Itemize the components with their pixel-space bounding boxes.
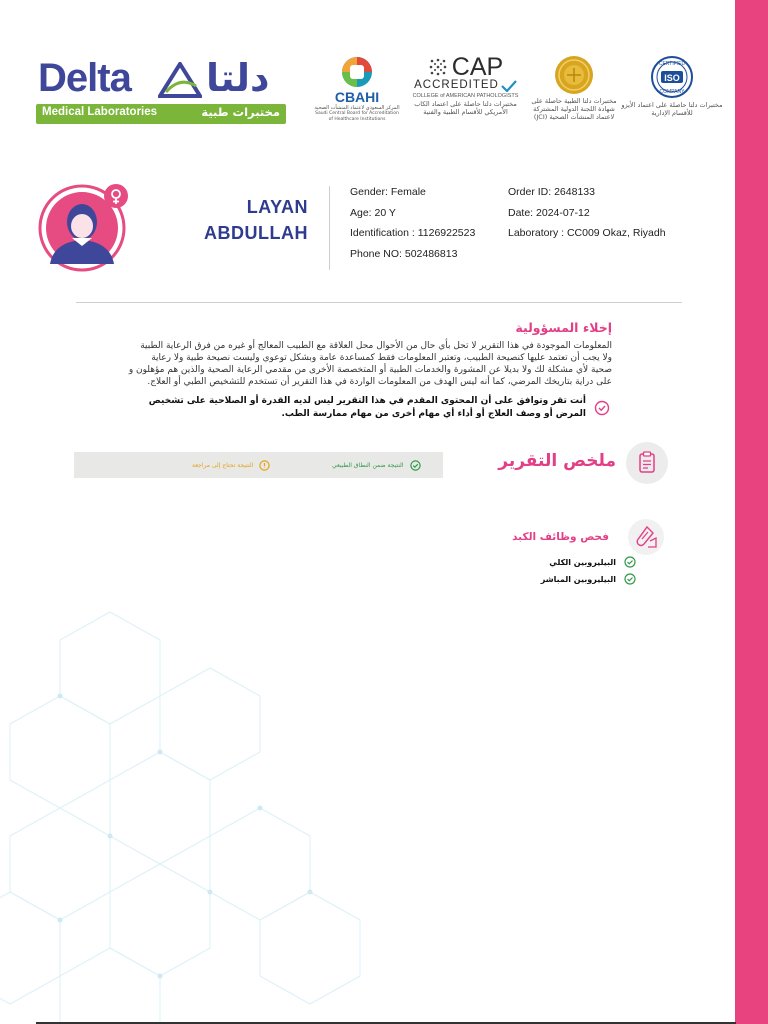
cbahi-accreditation	[314, 55, 400, 123]
iso-caption-ar: مختبرات دلتا حاصلة على اعتماد الأيزو للأقسام الإدارية	[621, 101, 723, 117]
cbahi-logo-icon	[339, 55, 375, 89]
patient-first-name: LAYAN	[246, 197, 308, 217]
patient-avatar	[36, 182, 128, 272]
legend-normal	[332, 452, 421, 478]
cbahi-label: CBAHI	[334, 89, 380, 105]
jci-caption-ar: مختبرات دلتا الطبية حاصلة على شهادة اللجنة الدولية المشتركة لاعتماد المنشآت الصحية (JCI)	[531, 97, 617, 121]
liver-panel-title: فحص وظائف الكبد	[512, 531, 609, 543]
disclaimer-body: المعلومات الموجودة في هذا التقرير لا تحل بأي حال من الأحوال محل العلاقة مع الطبيب المعالج أو غيره من فرق الرعاية الطبية ولا يجب أن تعتمد عليها كنصيحة الطبيب، وتعتبر المعلومات فقط كمساعدة عامة وبشكل توعوي وليست نصيحة طبية ولا رعاية صحية لأي مشكلة لك ولا بديلا عن المشورة والخدمات الطبية أو المتخصصة الأخرى من مقدمي الرعاية الصحية والذين هم مؤهلون و على دراية بتاريخك المرضي، كما أنه ليس الهدف من المعلومات الواردة في هذا التقرير أن تستخدم للتشخيص الطبي أو العلاج.	[128, 341, 612, 387]
horizontal-divider	[76, 302, 682, 303]
cbahi-caption-en: Saudi Central Board for Accreditation of Healthcare Institutions	[315, 111, 399, 122]
test-name: البيليروبين المباشر	[540, 574, 616, 584]
patient-identification: Identification : 1126922523	[350, 227, 476, 239]
vertical-divider	[329, 186, 330, 270]
legend-normal-label: النتيجة ضمن النطاق الطبيعي	[332, 461, 404, 469]
report-date: Date: 2024-07-12	[508, 207, 590, 219]
logo-tagline-ar: مختبرات طبية	[201, 105, 280, 119]
test-name: البيليروبين الكلي	[549, 557, 616, 567]
report-summary-title: ملخص التقرير	[498, 451, 616, 471]
test-status-normal-icon	[624, 573, 636, 585]
summary-legend-bar	[74, 452, 443, 478]
jci-accreditation	[528, 55, 620, 121]
hexagon-background-pattern	[0, 600, 420, 1024]
side-accent-stripe	[735, 0, 768, 1024]
cap-caption-ar: مختبرات دلتا حاصلة على اعتماد الكاب الأمريكي للأقسام الطبية والفنية	[414, 100, 517, 116]
logo-wordmark-en: Delta	[38, 56, 131, 100]
cap-accreditation	[408, 55, 523, 116]
patient-last-name: ABDULLAH	[204, 223, 308, 243]
liver-panel-icon-wrap	[628, 519, 664, 555]
normal-check-icon	[410, 460, 421, 471]
test-row[interactable]	[549, 556, 636, 568]
patient-age: Age: 20 Y	[350, 207, 396, 219]
acknowledgement-text: أنت تقر وتوافق على أن المحتوى المقدم في هذا التقرير ليس لديه القدرة أو الصلاحية على تشخيص المرض أو وصف العلاج أو أداء أي مهام أخرى من مهام ممارسة الطب.	[148, 396, 586, 419]
cap-globe-icon	[428, 57, 448, 77]
female-gender-icon	[104, 184, 128, 208]
logo-triangle-icon	[158, 62, 202, 98]
cbahi-caption-ar: المركز السعودي لاعتماد المنشآت الصحية	[314, 105, 400, 111]
cap-title: CAP	[451, 53, 504, 81]
disclaimer-title: إخلاء المسؤولية	[515, 320, 612, 335]
laboratory: Laboratory : CC009 Okaz, Riyadh	[508, 227, 666, 239]
patient-gender: Gender: Female	[350, 186, 426, 198]
logo-tagline-bar	[36, 104, 286, 124]
cap-college: COLLEGE of AMERICAN PATHOLOGISTS	[412, 93, 519, 99]
logo-wordmark-ar: دلتا	[206, 56, 270, 100]
iso-badge-top: CERTIFIED	[658, 61, 686, 67]
cap-accredited: ACCREDITED	[414, 79, 499, 91]
patient-phone: Phone NO: 502486813	[350, 248, 458, 260]
legend-review-label: النتيجة تحتاج إلى مراجعة	[192, 461, 254, 469]
iso-certified-badge-icon	[650, 55, 694, 99]
logo-tagline-en: Medical Laboratories	[42, 106, 158, 118]
report-summary-icon-wrap	[626, 442, 668, 484]
acknowledgement-check-icon	[594, 400, 610, 416]
legend-review	[192, 452, 270, 478]
delta-logo	[36, 56, 290, 126]
iso-badge-mid: ISO	[664, 73, 680, 83]
cap-check-icon	[501, 80, 517, 92]
iso-badge-bottom: COMPANY	[659, 89, 685, 95]
iso-accreditation	[620, 55, 724, 117]
patient-name	[150, 194, 308, 246]
test-row[interactable]	[541, 573, 636, 585]
jci-gold-seal-icon	[554, 55, 594, 95]
test-status-normal-icon	[624, 556, 636, 568]
order-id: Order ID: 2648133	[508, 186, 595, 198]
test-tube-hand-icon	[628, 519, 664, 555]
clipboard-icon	[626, 442, 668, 484]
review-warning-icon	[259, 460, 270, 471]
